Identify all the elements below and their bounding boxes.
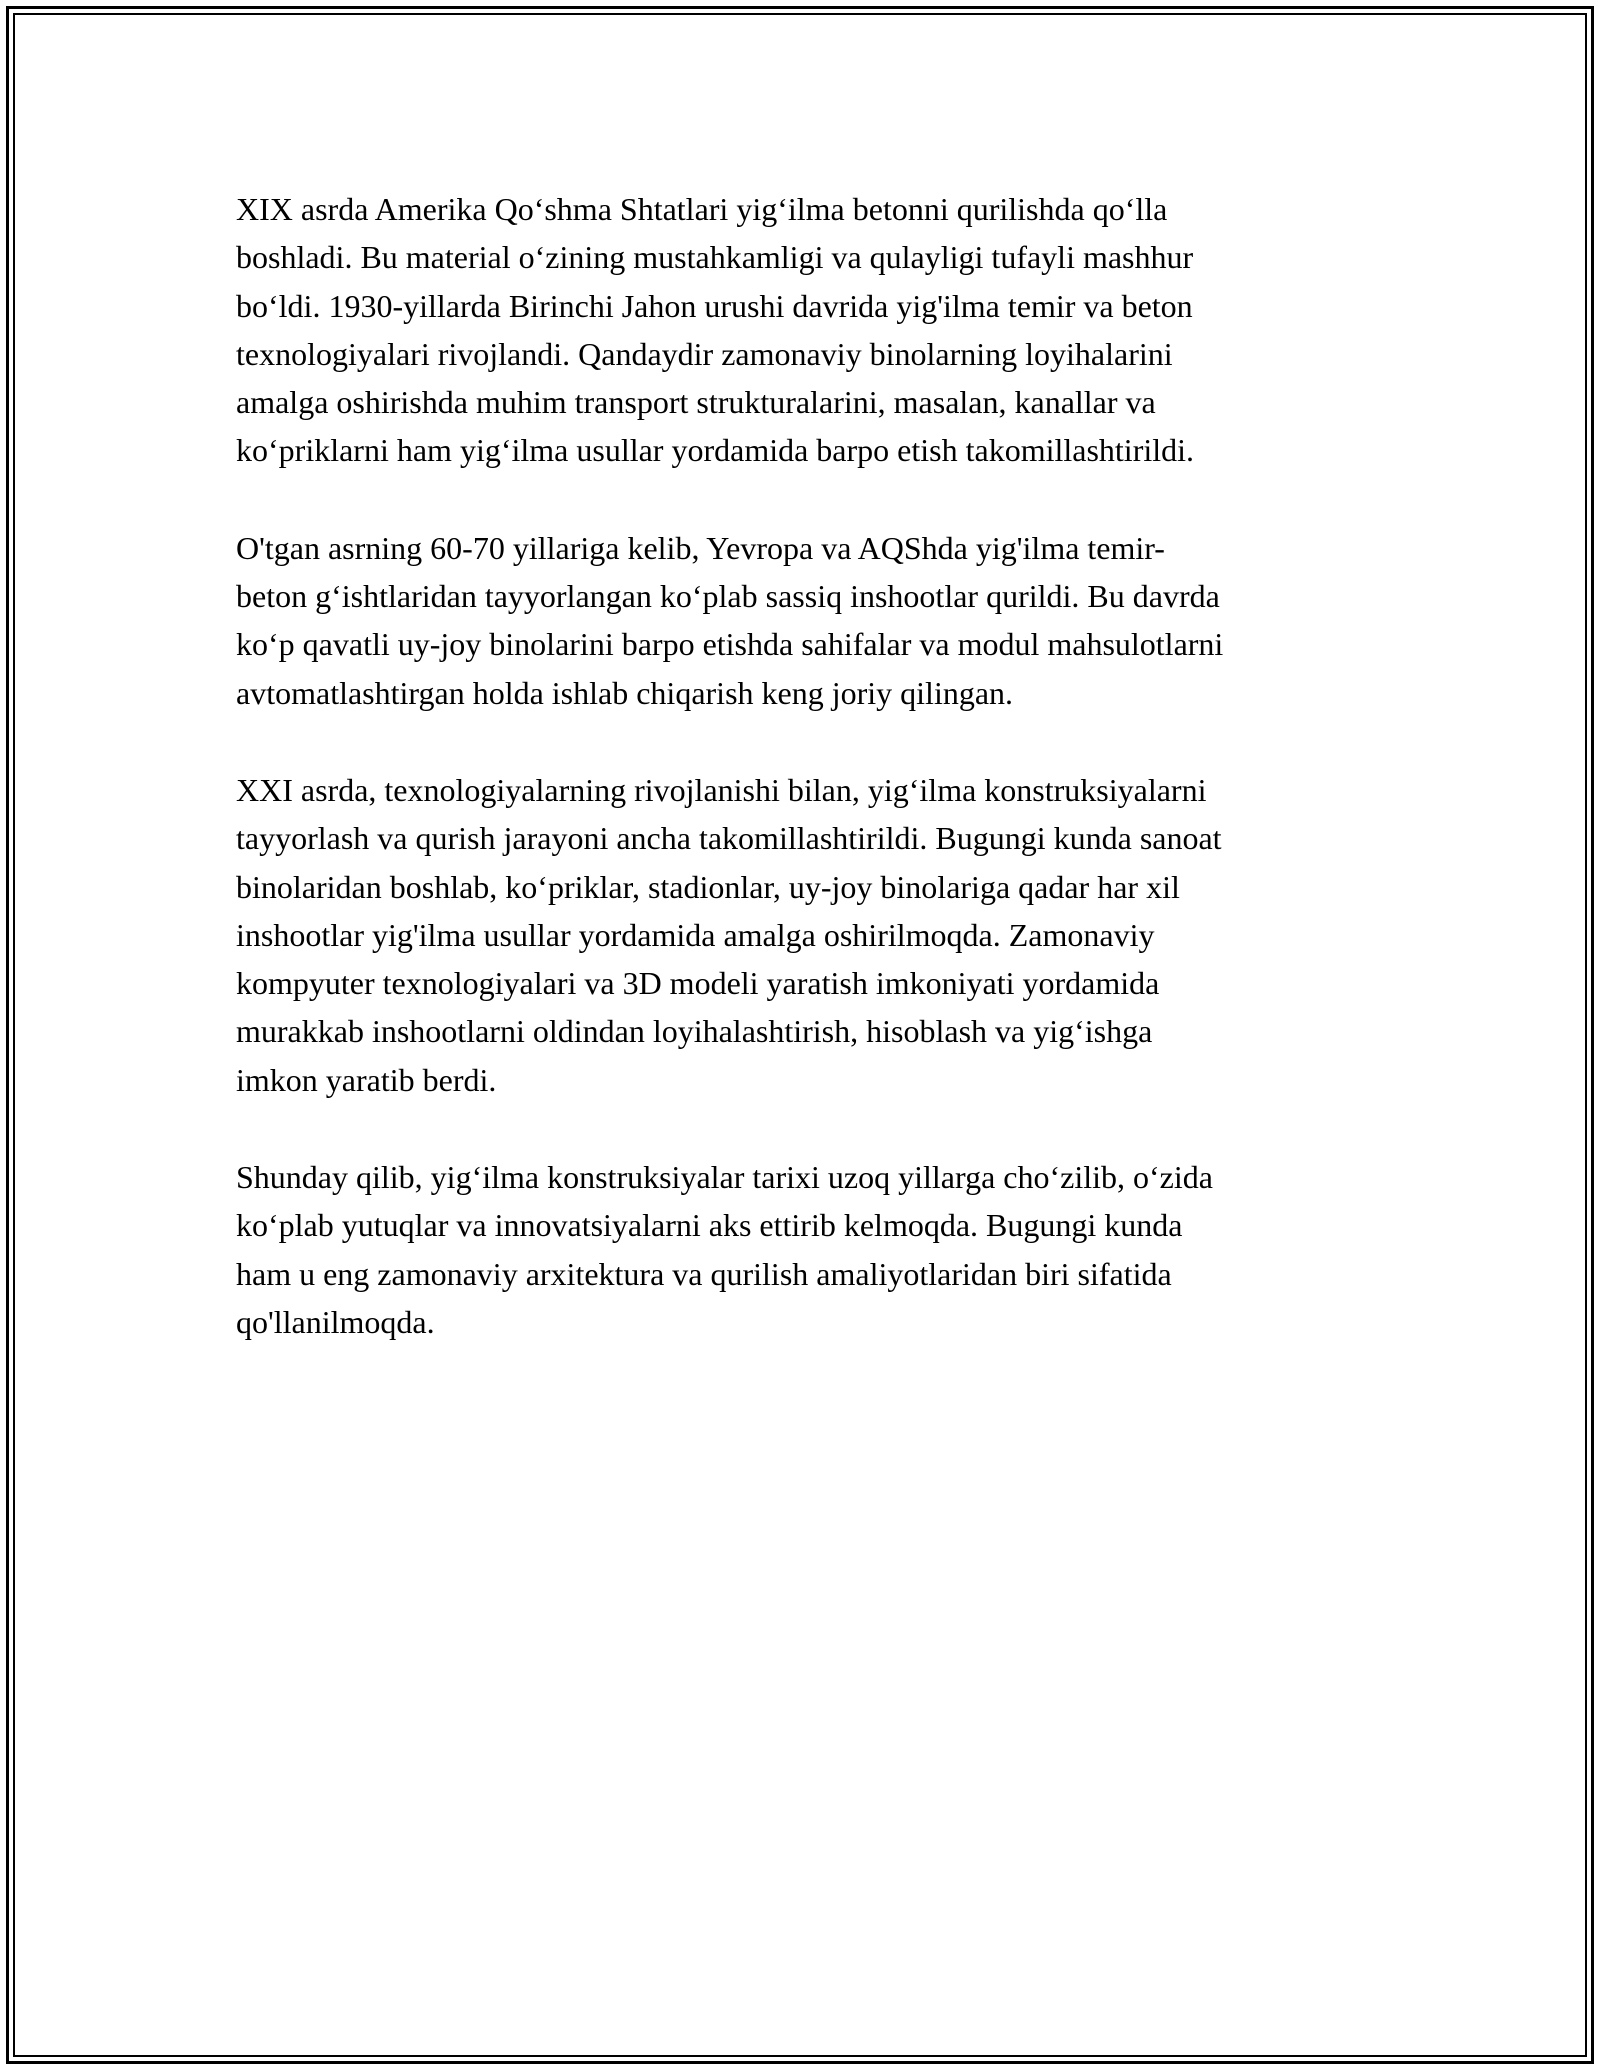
paragraph-4	[236, 1153, 1376, 1346]
text-line: avtomatlashtirgan holda ishlab chiqarish keng joriy qilingan.	[236, 674, 1014, 711]
text-line: beton g‘ishtlaridan tayyorlangan ko‘plab sassiq inshootlar qurildi. Bu davrda	[236, 578, 1220, 615]
paragraph-1	[236, 185, 1376, 475]
text-line: amalga oshirishda muhim transport strukturalarini, masalan, kanallar va	[236, 384, 1156, 421]
text-line: Shunday qilib, yig‘ilma konstruksiyalar tarixi uzoq yillarga cho‘zilib, o‘zida	[236, 1159, 1213, 1196]
text-line: ham u eng zamonaviy arxitektura va qurilish amaliyotlaridan biri sifatida	[236, 1255, 1172, 1292]
text-line: O'tgan asrning 60-70 yillariga kelib, Yevropa va AQShda yig'ilma temir-	[236, 529, 1165, 566]
text-line: ko‘plab yutuqlar va innovatsiyalarni aks ettirib kelmoqda. Bugungi kunda	[236, 1207, 1183, 1244]
text-line: boshladi. Bu material o‘zining mustahkamligi va qulayligi tufayli mashhur	[236, 239, 1194, 276]
document-body	[236, 185, 1376, 1395]
text-line: imkon yaratib berdi.	[236, 1061, 497, 1098]
text-line: qo'llanilmoqda.	[236, 1303, 435, 1340]
text-line: tayyorlash va qurish jarayoni ancha takomillashtirildi. Bugungi kunda sanoat	[236, 820, 1222, 857]
text-line: binolaridan boshlab, ko‘priklar, stadionlar, uy-joy binolariga qadar har xil	[236, 868, 1180, 905]
paragraph-3	[236, 766, 1376, 1104]
text-line: bo‘ldi. 1930-yillarda Birinchi Jahon urushi davrida yig'ilma temir va beton	[236, 287, 1193, 324]
text-line: XIX asrda Amerika Qo‘shma Shtatlari yig‘ilma betonni qurilishda qo‘lla	[236, 191, 1168, 227]
paragraph-2	[236, 524, 1376, 717]
text-line: kompyuter texnologiyalari va 3D modeli yaratish imkoniyati yordamida	[236, 965, 1160, 1002]
text-line: murakkab inshootlarni oldindan loyihalashtirish, hisoblash va yig‘ishga	[236, 1013, 1153, 1050]
text-line: ko‘priklarni ham yig‘ilma usullar yordamida barpo etish takomillashtirildi.	[236, 432, 1195, 469]
text-line: inshootlar yig'ilma usullar yordamida amalga oshirilmoqda. Zamonaviy	[236, 916, 1155, 953]
text-line: ko‘p qavatli uy-joy binolarini barpo etishda sahifalar va modul mahsulotlarni	[236, 626, 1224, 663]
text-line: texnologiyalari rivojlandi. Qandaydir zamonaviy binolarning loyihalarini	[236, 335, 1173, 372]
text-line: XXI asrda, texnologiyalarning rivojlanishi bilan, yig‘ilma konstruksiyalarni	[236, 771, 1207, 808]
